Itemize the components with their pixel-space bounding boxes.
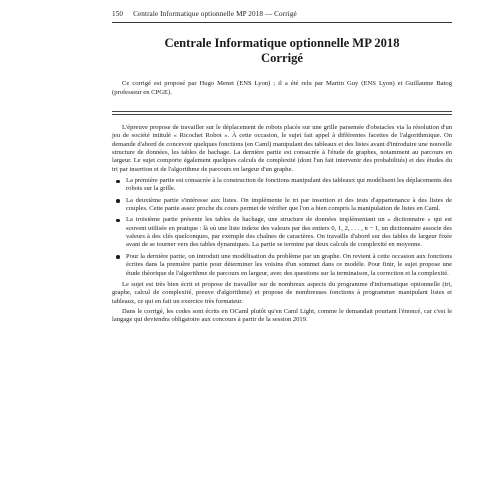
bullet-icon [116, 180, 120, 184]
intro-paragraph: Ce corrigé est proposé par Hugo Menet (ENS Lyon) ; il a été relu par Martin Guy (ENS Lyon) et Guillaume Batog (professeur en CPGE). [112, 80, 452, 96]
body-paragraph-2: Le sujet est très bien écrit et propose de travailler sur de nombreux aspects du programme d'informatique optionnelle (tri, graphe, calcul de complexité, preuve d'algorithme) et propose de nombreuses fonctions à programmer manipulant listes et tableaux, ce qui en fait un exercice très formateur. [112, 280, 452, 305]
document-title [112, 36, 452, 66]
bullet-icon [116, 255, 120, 259]
title-line-1: Centrale Informatique optionnelle MP 2018 [164, 36, 400, 50]
list-item-text: La première partie est consacrée à la construction de fonctions manipulant des tableaux qui modélisent les déplacements des robots sur la grille. [126, 177, 452, 193]
running-header [112, 10, 452, 18]
list-item-text: La troisième partie présente les tables de hachage, une structure de données implémentant un « dictionnaire » qui est souvent utilisée en pratique : là où une liste indexe des valeurs par des entiers 0, 1, 2, . . . , n − 1, un dictionnaire associe des valeurs à des clés quelconques, par exemple des chaînes de caractères. On travaille d'abord sur des tables de largeur fixée avant de se tourner vers des tables dynamiques. La partie se termine par deux calculs de complexité en moyenne. [126, 216, 452, 249]
list-item [112, 216, 452, 249]
title-line-2: Corrigé [261, 51, 303, 65]
header-rule [112, 22, 452, 23]
bullet-icon [116, 199, 120, 203]
body-paragraph-1: L'épreuve propose de travailler sur le déplacement de robots placés sur une grille parsemée d'obstacles via la résolution d'un jeu de société intitulé « Ricochet Robot ». À cette occasion, le sujet fait appel à différentes facettes de l'algorithmique. On demande d'abord de concevoir quelques fonctions (en Caml) manipulant des tableaux et des listes avant d'introduire une nouvelle structure de données, les tables de hachage. La dernière partie est consacrée à l'étude de graphes, notamment au parcours en largeur. Le sujet comporte également quelques calculs de complexité (dont l'un fait intervenir des probabilités) et des études du tri par insertion et de l'algorithme de parcours en largeur d'un graphe. [112, 124, 452, 173]
page-number: 150 [112, 10, 124, 18]
running-title: Centrale Informatique optionnelle MP 2018 — Corrigé [133, 10, 297, 18]
list-item-text: Pour la dernière partie, on introduit une modélisation du problème par un graphe. On revient à cette occasion aux fonctions écrites dans la première partie pour déterminer les voisins d'un sommet dans ce modèle. Pour finir, le sujet propose une étude théorique de l'algorithme de parcours en largeur, avec des questions sur la terminaison, la correction et la complexité. [126, 252, 452, 277]
bullet-list [112, 177, 452, 278]
list-item [112, 177, 452, 194]
body-paragraph-3: Dans le corrigé, les codes sont écrits en OCaml plutôt qu'en Caml Light, comme le demandait pourtant l'énoncé, car c'est le langage qui deviendra obligatoire aux concours à partir de la session 2019. [112, 307, 452, 324]
bullet-icon [116, 219, 120, 223]
body-text [112, 124, 452, 327]
list-item [112, 197, 452, 214]
divider-rule-bottom [112, 114, 452, 115]
divider-rule-top [112, 111, 452, 112]
list-item-text: La deuxième partie s'intéresse aux listes. On implémente le tri par insertion et des tests d'appartenance à des listes de couples. Cette partie assez proche du cours permet de vérifier que l'on a bien compris la manipulation de listes en Caml. [126, 196, 452, 213]
list-item [112, 253, 452, 278]
